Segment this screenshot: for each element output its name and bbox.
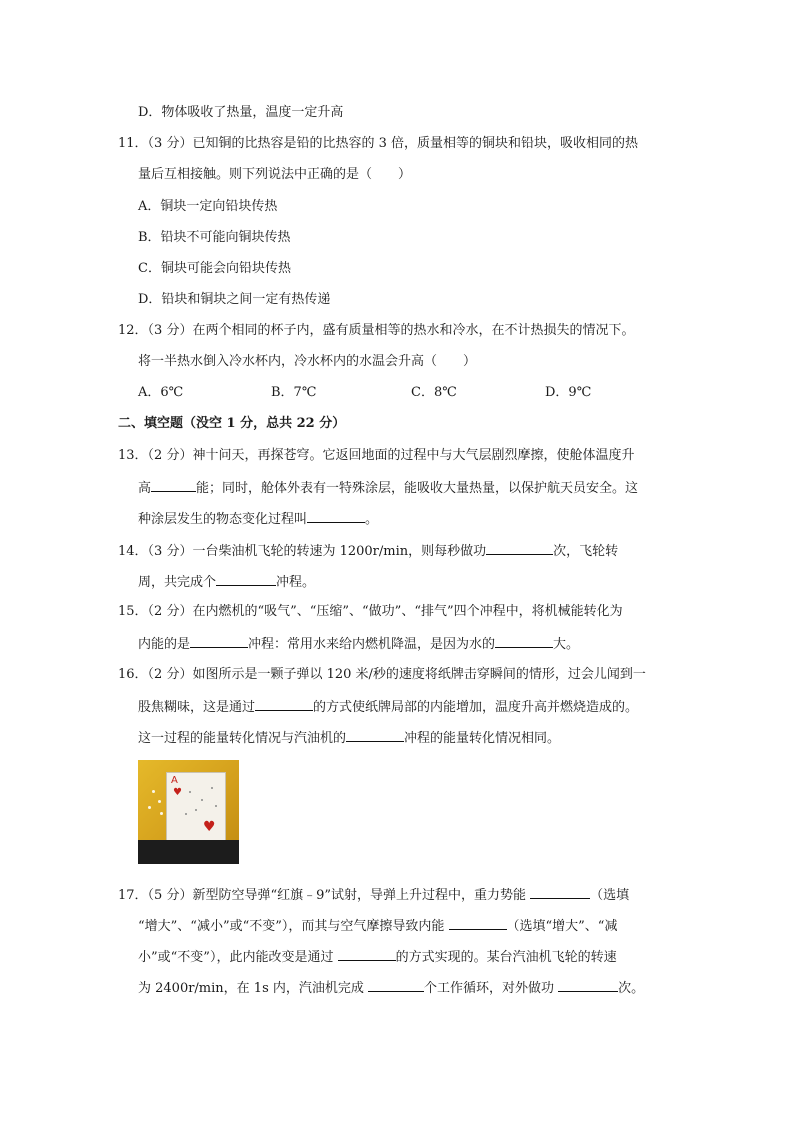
q17-blank-2[interactable]: [449, 916, 507, 930]
q13-line1: 13．（2 分）神十问天，再探苍穹。它返回地面的过程中与大气层剧烈摩擦，使舱体温度升: [118, 448, 635, 463]
card-speck: [211, 787, 213, 789]
q17-text: 为 2400r/min，在 1s 内，汽油机完成: [138, 981, 369, 996]
q13-blank-2[interactable]: [307, 509, 365, 523]
q17-text: “增大”、“减小”或“不变”），而其与空气摩擦导致内能: [138, 919, 449, 934]
q17-text: 次。: [618, 981, 645, 996]
q17-text: 的方式实现的。某台汽油机飞轮的转速: [395, 950, 617, 965]
q15-text: 内能的是: [138, 637, 191, 652]
q12-option-c: C．8℃: [411, 385, 457, 400]
q11-option-c: C．铜块可能会向铅块传热: [138, 261, 291, 276]
q17-line4: [138, 978, 644, 998]
q15-line1: 15．（2 分）在内燃机的“吸气”、“压缩”、“做功”、“排气”四个冲程中，将机械能转化为: [118, 604, 623, 619]
q11-stem-line2: 量后互相接触。则下列说法中正确的是（ ）: [138, 167, 412, 182]
q12-stem-line1: 12．（3 分）在两个相同的杯子内，盛有质量相等的热水和冷水，在不计热损失的情况下。: [118, 323, 635, 338]
q16-text: 股焦糊味，这是通过: [138, 700, 256, 715]
q13-blank-1[interactable]: [151, 478, 196, 492]
q10-option-d: D．物体吸收了热量，温度一定升高: [138, 105, 344, 120]
q17-blank-1[interactable]: [530, 885, 590, 899]
q14-blank-1[interactable]: [486, 541, 553, 555]
q13-line2: [138, 478, 638, 498]
photo-dark-base: [138, 840, 239, 864]
q17-text: 个工作循环，对外做功: [424, 981, 559, 996]
q17-text: （选填“增大”、“减: [506, 919, 618, 934]
debris-particle: [148, 806, 151, 809]
card-heart-icon: ♥: [203, 819, 216, 835]
q11-stem-line1: 11．（3 分）已知铜的比热容是铅的比热容的 3 倍，质量相等的铜块和铅块，吸收相同的热: [118, 136, 638, 151]
debris-particle: [152, 790, 155, 793]
q16-line3: [138, 728, 560, 748]
q15-line2: [138, 634, 579, 654]
bullet-card-photo: [138, 760, 239, 864]
q13-line3: [138, 509, 378, 529]
card-speck: [189, 791, 191, 793]
q17-text: （选填: [590, 888, 630, 903]
q16-line2: [138, 697, 638, 717]
q11-option-a: A．铜块一定向铅块传热: [138, 199, 278, 214]
q12-option-a: A．6℃: [138, 385, 184, 400]
card-speck: [201, 799, 203, 801]
q14-text: 次，飞轮转: [553, 544, 619, 559]
q13-text: 能；同时，舱体外表有一特殊涂层，能吸收大量热量，以保护航天员安全。这: [196, 481, 639, 496]
section-heading: 二、填空题（没空 1 分，总共 22 分）: [118, 416, 346, 431]
q14-text: 冲程。: [276, 575, 316, 590]
card-speck: [185, 813, 187, 815]
q17-blank-4[interactable]: [368, 978, 424, 992]
q17-line3: [138, 947, 617, 967]
q17-blank-3[interactable]: [338, 947, 396, 961]
q14-text: 周，共完成个: [138, 575, 217, 590]
q12-option-d: D．9℃: [545, 385, 592, 400]
card-speck: [215, 805, 217, 807]
q11-option-d: D．铅块和铜块之间一定有热传递: [138, 292, 331, 307]
q13-text: 种涂层发生的物态变化过程叫: [138, 512, 308, 527]
q16-text: 的方式使纸牌局部的内能增加，温度升高并燃烧造成的。: [313, 700, 639, 715]
q12-stem-line2: 将一半热水倒入冷水杯内，冷水杯内的水温会升高（ ）: [138, 354, 477, 369]
q16-text: 冲程的能量转化情况相同。: [404, 731, 561, 746]
q14-blank-2[interactable]: [216, 572, 276, 586]
q14-line2: [138, 572, 315, 592]
q17-text: 小”或“不变”），此内能改变是通过: [138, 950, 338, 965]
q15-text: 大。: [553, 637, 580, 652]
q15-blank-2[interactable]: [495, 634, 553, 648]
q17-line2: [138, 916, 617, 936]
q11-option-b: B．铅块不可能向铜块传热: [138, 230, 291, 245]
card-mark: A: [171, 775, 178, 786]
q16-blank-1[interactable]: [255, 697, 313, 711]
q17-blank-5[interactable]: [558, 978, 618, 992]
q17-text: 17．（5 分）新型防空导弹“红旗﹣9”试射，导弹上升过程中，重力势能: [118, 888, 531, 903]
q12-option-b: B．7℃: [271, 385, 317, 400]
card-heart-icon: ♥: [173, 787, 182, 798]
q16-blank-2[interactable]: [346, 728, 404, 742]
playing-card: [166, 772, 226, 846]
debris-particle: [158, 800, 161, 803]
q15-text: 冲程：常用水来给内燃机降温，是因为水的: [248, 637, 496, 652]
q13-text: 。: [365, 512, 379, 527]
q14-line1: [118, 541, 618, 561]
card-speck: [195, 809, 197, 811]
q13-text: 高: [138, 481, 152, 496]
q14-text: 14．（3 分）一台柴油机飞轮的转速为 1200r/min，则每秒做功: [118, 544, 487, 559]
q15-blank-1[interactable]: [190, 634, 248, 648]
q16-text: 这一过程的能量转化情况与汽油机的: [138, 731, 347, 746]
debris-particle: [160, 812, 163, 815]
q17-line1: [118, 885, 629, 905]
q16-line1: 16．（2 分）如图所示是一颗子弹以 120 米/秒的速度将纸牌击穿瞬间的情形，过会儿闻到一: [118, 667, 646, 682]
